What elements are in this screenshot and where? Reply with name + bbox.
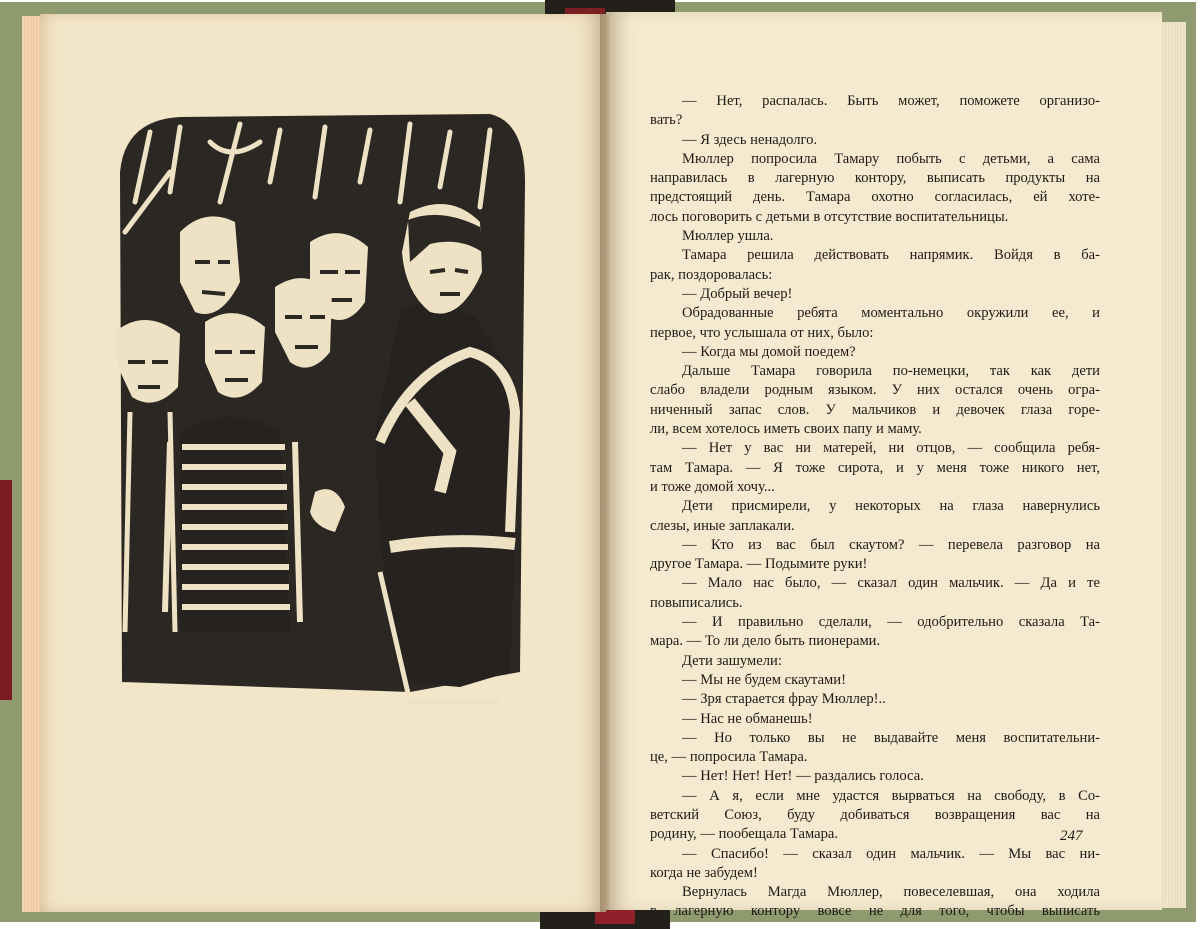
text-line: когда не забудем! <box>650 864 758 881</box>
text-line: — Зря старается фрау Мюллер!.. <box>682 691 886 708</box>
text-line: повыписались. <box>650 594 743 611</box>
text-line: слезы, иные заплакали. <box>650 517 795 534</box>
text-line: рак, поздоровалась: <box>650 266 773 283</box>
text-line: там Тамара. — Я тоже сирота, и у меня тоже никого нет, <box>650 459 1100 476</box>
text-line: Мюллер попросила Тамару побыть с детьми, а сама <box>682 150 1100 167</box>
text-line: другое Тамара. — Подымите руки! <box>650 556 868 573</box>
page-number: 247 <box>1060 828 1083 844</box>
text-line: и тоже домой хочу... <box>650 478 775 495</box>
text-line: — Нет! Нет! Нет! — раздались голоса. <box>682 768 924 785</box>
text-line: — Но только вы не выдавайте меня воспитательни- <box>682 729 1100 746</box>
text-line: мара. — То ли дело быть пионерами. <box>650 633 881 650</box>
text-line: первое, что услышала от них, было: <box>650 324 874 341</box>
text-line: Дети зашумели: <box>682 652 782 669</box>
text-line: Тамара решила действовать напрямик. Войдя в ба- <box>682 247 1100 264</box>
text-line: направилась в лагерную контору, выписать продукты на <box>650 170 1100 187</box>
text-line: — Нас не обманешь! <box>682 710 813 727</box>
text-line: в лагерную контору вовсе не для того, чтобы выписать <box>650 903 1100 920</box>
text-line: — Я здесь ненадолго. <box>682 131 818 148</box>
text-line: — Нет у вас ни матерей, ни отцов, — сообщила ребя- <box>682 440 1100 457</box>
text-line: предстоящий день. Тамара охотно согласилась, ей хоте- <box>650 189 1100 206</box>
text-line: Обрадованные ребята моментально окружили ее, и <box>682 305 1100 322</box>
text-line: — Нет, распалась. Быть может, поможете организо- <box>682 93 1100 109</box>
text-line: лось поговорить с детьми в отсутствие воспитательницы. <box>650 208 1009 225</box>
text-line: ниченный запас слов. У мальчиков и девочек глаза горе- <box>650 401 1100 418</box>
cover-cloth-red <box>0 480 12 700</box>
text-line: — Добрый вечер! <box>682 285 793 302</box>
text-line: — Мало нас было, — сказал один мальчик. — Да и те <box>682 575 1100 592</box>
text-line: родину, — пообещала Тамара. <box>650 826 839 843</box>
text-line: це, — попросила Тамара. <box>650 749 808 766</box>
text-line: ли, всем хотелось иметь своих папу и маму. <box>650 421 922 438</box>
text-line: ветский Союз, буду добиваться возвращения вас на <box>650 806 1100 823</box>
right-page-edges <box>1160 22 1186 908</box>
text-line: — Кто из вас был скаутом? — перевела разговор на <box>682 536 1100 553</box>
text-line: слабо владели родным языком. У них остался очень огра- <box>650 382 1100 399</box>
text-line: Вернулась Магда Мюллер, повеселевшая, она ходила <box>682 884 1100 901</box>
text-line: — Спасибо! — сказал один мальчик. — Мы вас ни- <box>682 845 1100 862</box>
text-line: — А я, если мне удастся вырваться на свободу, в Со- <box>682 787 1100 804</box>
text-line: — И правильно сделали, — одобрительно сказала Та- <box>682 614 1100 631</box>
text-line: — Когда мы домой поедем? <box>682 343 856 360</box>
text-line: Дети присмирели, у некоторых на глаза навернулись <box>682 498 1100 515</box>
book-gutter <box>600 14 610 912</box>
illustration <box>110 112 530 742</box>
text-line: Мюллер ушла. <box>682 228 774 245</box>
text-line: — Мы не будем скаутами! <box>682 671 846 688</box>
children-group-drawing <box>110 112 530 742</box>
body-text <box>650 92 1100 922</box>
text-line: Дальше Тамара говорила по-немецки, так как дети <box>682 363 1100 380</box>
text-line: вать? <box>650 112 683 129</box>
